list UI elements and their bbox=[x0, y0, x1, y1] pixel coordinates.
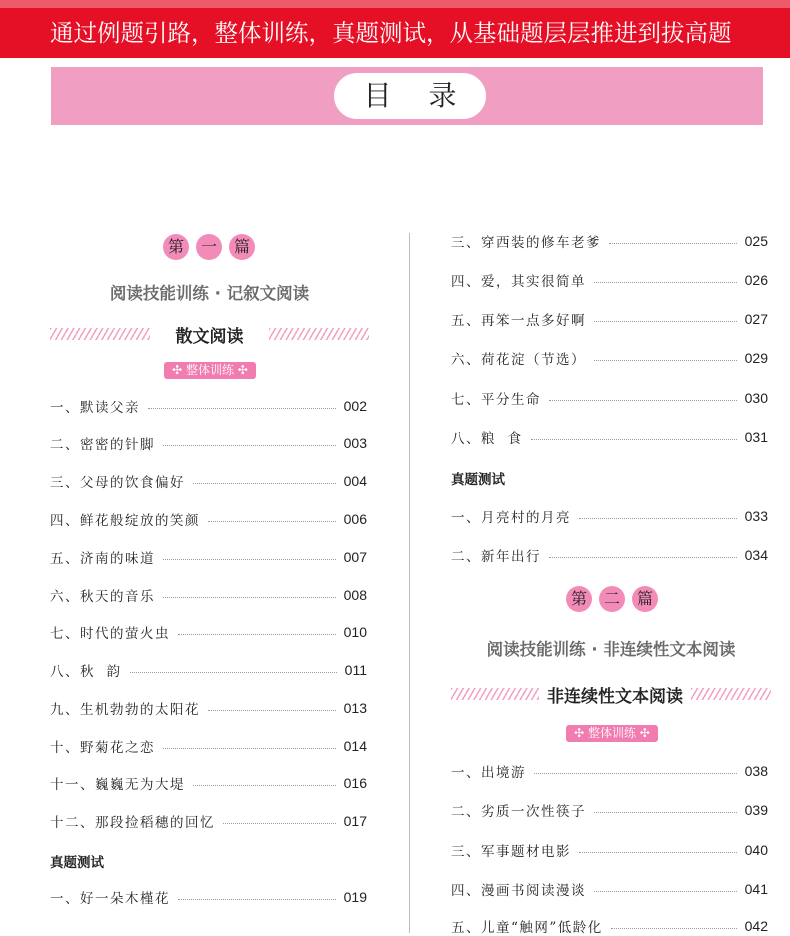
dot-leader bbox=[594, 891, 737, 892]
entry-page-number: 041 bbox=[744, 881, 768, 897]
entry-title: 二、劣质一次性筷子 bbox=[451, 804, 586, 820]
entry-title: 七、时代的萤火虫 bbox=[50, 626, 170, 642]
entry-title: 七、平分生命 bbox=[451, 392, 541, 408]
toc-entry[interactable] bbox=[451, 761, 768, 781]
entry-page-number: 003 bbox=[343, 435, 367, 451]
toc-entry[interactable] bbox=[50, 887, 367, 907]
entry-page-number: 013 bbox=[343, 700, 367, 716]
dot-leader bbox=[208, 710, 336, 711]
section-header-prose bbox=[50, 322, 369, 347]
toc-title: 目 录 bbox=[334, 73, 486, 119]
dot-leader bbox=[148, 408, 336, 409]
entry-title: 一、默读父亲 bbox=[50, 400, 140, 416]
exam-test-heading: 真题测试 bbox=[451, 472, 505, 488]
part-one-title: 阅读技能训练 · 记叙文阅读 bbox=[109, 284, 310, 303]
dot-leader bbox=[130, 672, 337, 673]
entry-title: 二、新年出行 bbox=[451, 549, 541, 565]
entry-page-number: 040 bbox=[744, 842, 768, 858]
entry-title: 八、粮 食 bbox=[451, 431, 523, 447]
entry-title: 三、父母的饮食偏好 bbox=[50, 475, 185, 491]
entry-page-number: 029 bbox=[744, 350, 768, 366]
entry-page-number: 010 bbox=[343, 624, 367, 640]
part-one-badges bbox=[163, 234, 255, 260]
toc-entry[interactable] bbox=[50, 773, 367, 793]
toc-entry[interactable] bbox=[50, 396, 367, 416]
column-divider bbox=[409, 233, 410, 933]
section-header-noncontinuous bbox=[451, 682, 771, 707]
toc-entry[interactable] bbox=[50, 433, 367, 453]
toc-entry[interactable] bbox=[451, 348, 768, 368]
entry-title: 十、野菊花之恋 bbox=[50, 740, 155, 756]
toc-entry[interactable] bbox=[50, 622, 367, 642]
dot-leader bbox=[531, 439, 737, 440]
entry-page-number: 004 bbox=[343, 473, 367, 489]
toc-entry[interactable] bbox=[50, 585, 367, 605]
entry-page-number: 026 bbox=[744, 272, 768, 288]
entry-title: 五、济南的味道 bbox=[50, 551, 155, 567]
dot-leader bbox=[178, 899, 336, 900]
dot-leader bbox=[163, 748, 336, 749]
entry-title: 六、秋天的音乐 bbox=[50, 589, 155, 605]
entry-page-number: 042 bbox=[744, 918, 768, 934]
entry-page-number: 027 bbox=[744, 311, 768, 327]
overall-training-tag: ✣ 整体训练 ✣ bbox=[566, 725, 658, 742]
dot-leader bbox=[193, 483, 336, 484]
entry-title: 四、爱，其实很简单 bbox=[451, 274, 586, 290]
toc-entry[interactable] bbox=[451, 879, 768, 899]
entry-page-number: 016 bbox=[343, 775, 367, 791]
entry-title: 十二、那段捡稻穗的回忆 bbox=[50, 815, 215, 831]
top-banner bbox=[0, 0, 790, 58]
entry-page-number: 030 bbox=[744, 390, 768, 406]
part-badge-char: 第 bbox=[163, 234, 189, 260]
toc-entry[interactable] bbox=[451, 916, 768, 936]
toc-entry[interactable] bbox=[50, 547, 367, 567]
toc-entry[interactable] bbox=[50, 471, 367, 491]
entry-page-number: 033 bbox=[744, 508, 768, 524]
entry-page-number: 031 bbox=[744, 429, 768, 445]
dot-leader bbox=[594, 360, 737, 361]
entry-page-number: 014 bbox=[343, 738, 367, 754]
entry-title: 五、再笨一点多好啊 bbox=[451, 313, 586, 329]
section-title: 非连续性文本阅读 bbox=[543, 682, 687, 707]
entry-title: 二、密密的针脚 bbox=[50, 437, 155, 453]
entry-page-number: 011 bbox=[344, 662, 367, 678]
entry-title: 一、出境游 bbox=[451, 765, 526, 781]
part-two-badges bbox=[566, 586, 658, 612]
section-hatch-left bbox=[451, 688, 539, 700]
dot-leader bbox=[609, 243, 737, 244]
entry-page-number: 007 bbox=[343, 549, 367, 565]
dot-leader bbox=[178, 634, 336, 635]
toc-entry[interactable] bbox=[451, 545, 768, 565]
entry-title: 六、荷花淀（节选） bbox=[451, 352, 586, 368]
entry-page-number: 025 bbox=[744, 233, 768, 249]
entry-page-number: 002 bbox=[343, 398, 367, 414]
part-badge-char: 一 bbox=[196, 234, 222, 260]
entry-title: 三、军事题材电影 bbox=[451, 844, 571, 860]
dot-leader bbox=[223, 823, 336, 824]
toc-entry[interactable] bbox=[50, 811, 367, 831]
dot-leader bbox=[193, 785, 336, 786]
part-badge-char: 二 bbox=[599, 586, 625, 612]
entry-page-number: 017 bbox=[343, 813, 367, 829]
entry-page-number: 038 bbox=[744, 763, 768, 779]
toc-entry[interactable] bbox=[451, 270, 768, 290]
entry-title: 三、穿西装的修车老爹 bbox=[451, 235, 601, 251]
section-hatch-right bbox=[691, 688, 771, 700]
dot-leader bbox=[579, 852, 737, 853]
entry-title: 九、生机勃勃的太阳花 bbox=[50, 702, 200, 718]
toc-entry[interactable] bbox=[50, 660, 367, 680]
entry-page-number: 019 bbox=[343, 889, 367, 905]
entry-title: 十一、巍巍无为大堤 bbox=[50, 777, 185, 793]
banner-cut-off-text-strip bbox=[0, 0, 790, 8]
dot-leader bbox=[208, 521, 336, 522]
part-two-title: 阅读技能训练 · 非连续性文本阅读 bbox=[486, 640, 736, 659]
part-badge-char: 第 bbox=[566, 586, 592, 612]
section-hatch-left bbox=[50, 328, 150, 340]
dot-leader bbox=[163, 597, 336, 598]
dot-leader bbox=[594, 321, 737, 322]
exam-test-heading: 真题测试 bbox=[50, 855, 104, 871]
entry-title: 四、漫画书阅读漫谈 bbox=[451, 883, 586, 899]
entry-title: 八、秋 韵 bbox=[50, 664, 122, 680]
dot-leader bbox=[163, 559, 336, 560]
entry-title: 一、月亮村的月亮 bbox=[451, 510, 571, 526]
part-badge-char: 篇 bbox=[229, 234, 255, 260]
toc-entry[interactable] bbox=[451, 309, 768, 329]
toc-entry[interactable] bbox=[451, 388, 768, 408]
part-badge-char: 篇 bbox=[632, 586, 658, 612]
overall-training-tag: ✣ 整体训练 ✣ bbox=[164, 362, 256, 379]
toc-entry[interactable] bbox=[451, 800, 768, 820]
dot-leader bbox=[534, 773, 737, 774]
banner-subtitle: 通过例题引路，整体训练，真题测试，从基础题层层推进到拔高题 bbox=[50, 19, 732, 47]
toc-entry[interactable] bbox=[451, 840, 768, 860]
dot-leader bbox=[579, 518, 737, 519]
toc-entry[interactable] bbox=[451, 427, 768, 447]
entry-title: 四、鲜花般绽放的笑颜 bbox=[50, 513, 200, 529]
section-hatch-right bbox=[269, 328, 369, 340]
toc-entry[interactable] bbox=[451, 231, 768, 251]
entry-page-number: 008 bbox=[343, 587, 367, 603]
entry-page-number: 034 bbox=[744, 547, 768, 563]
toc-entry[interactable] bbox=[50, 509, 367, 529]
entry-page-number: 006 bbox=[343, 511, 367, 527]
dot-leader bbox=[549, 400, 737, 401]
entry-title: 五、儿童“触网”低龄化 bbox=[451, 920, 603, 936]
dot-leader bbox=[594, 282, 737, 283]
toc-entry[interactable] bbox=[50, 736, 367, 756]
toc-entry[interactable] bbox=[451, 506, 768, 526]
entry-page-number: 039 bbox=[744, 802, 768, 818]
dot-leader bbox=[594, 812, 737, 813]
entry-title: 一、好一朵木槿花 bbox=[50, 891, 170, 907]
toc-entry[interactable] bbox=[50, 698, 367, 718]
section-title: 散文阅读 bbox=[160, 322, 259, 347]
dot-leader bbox=[163, 445, 336, 446]
dot-leader bbox=[549, 557, 737, 558]
